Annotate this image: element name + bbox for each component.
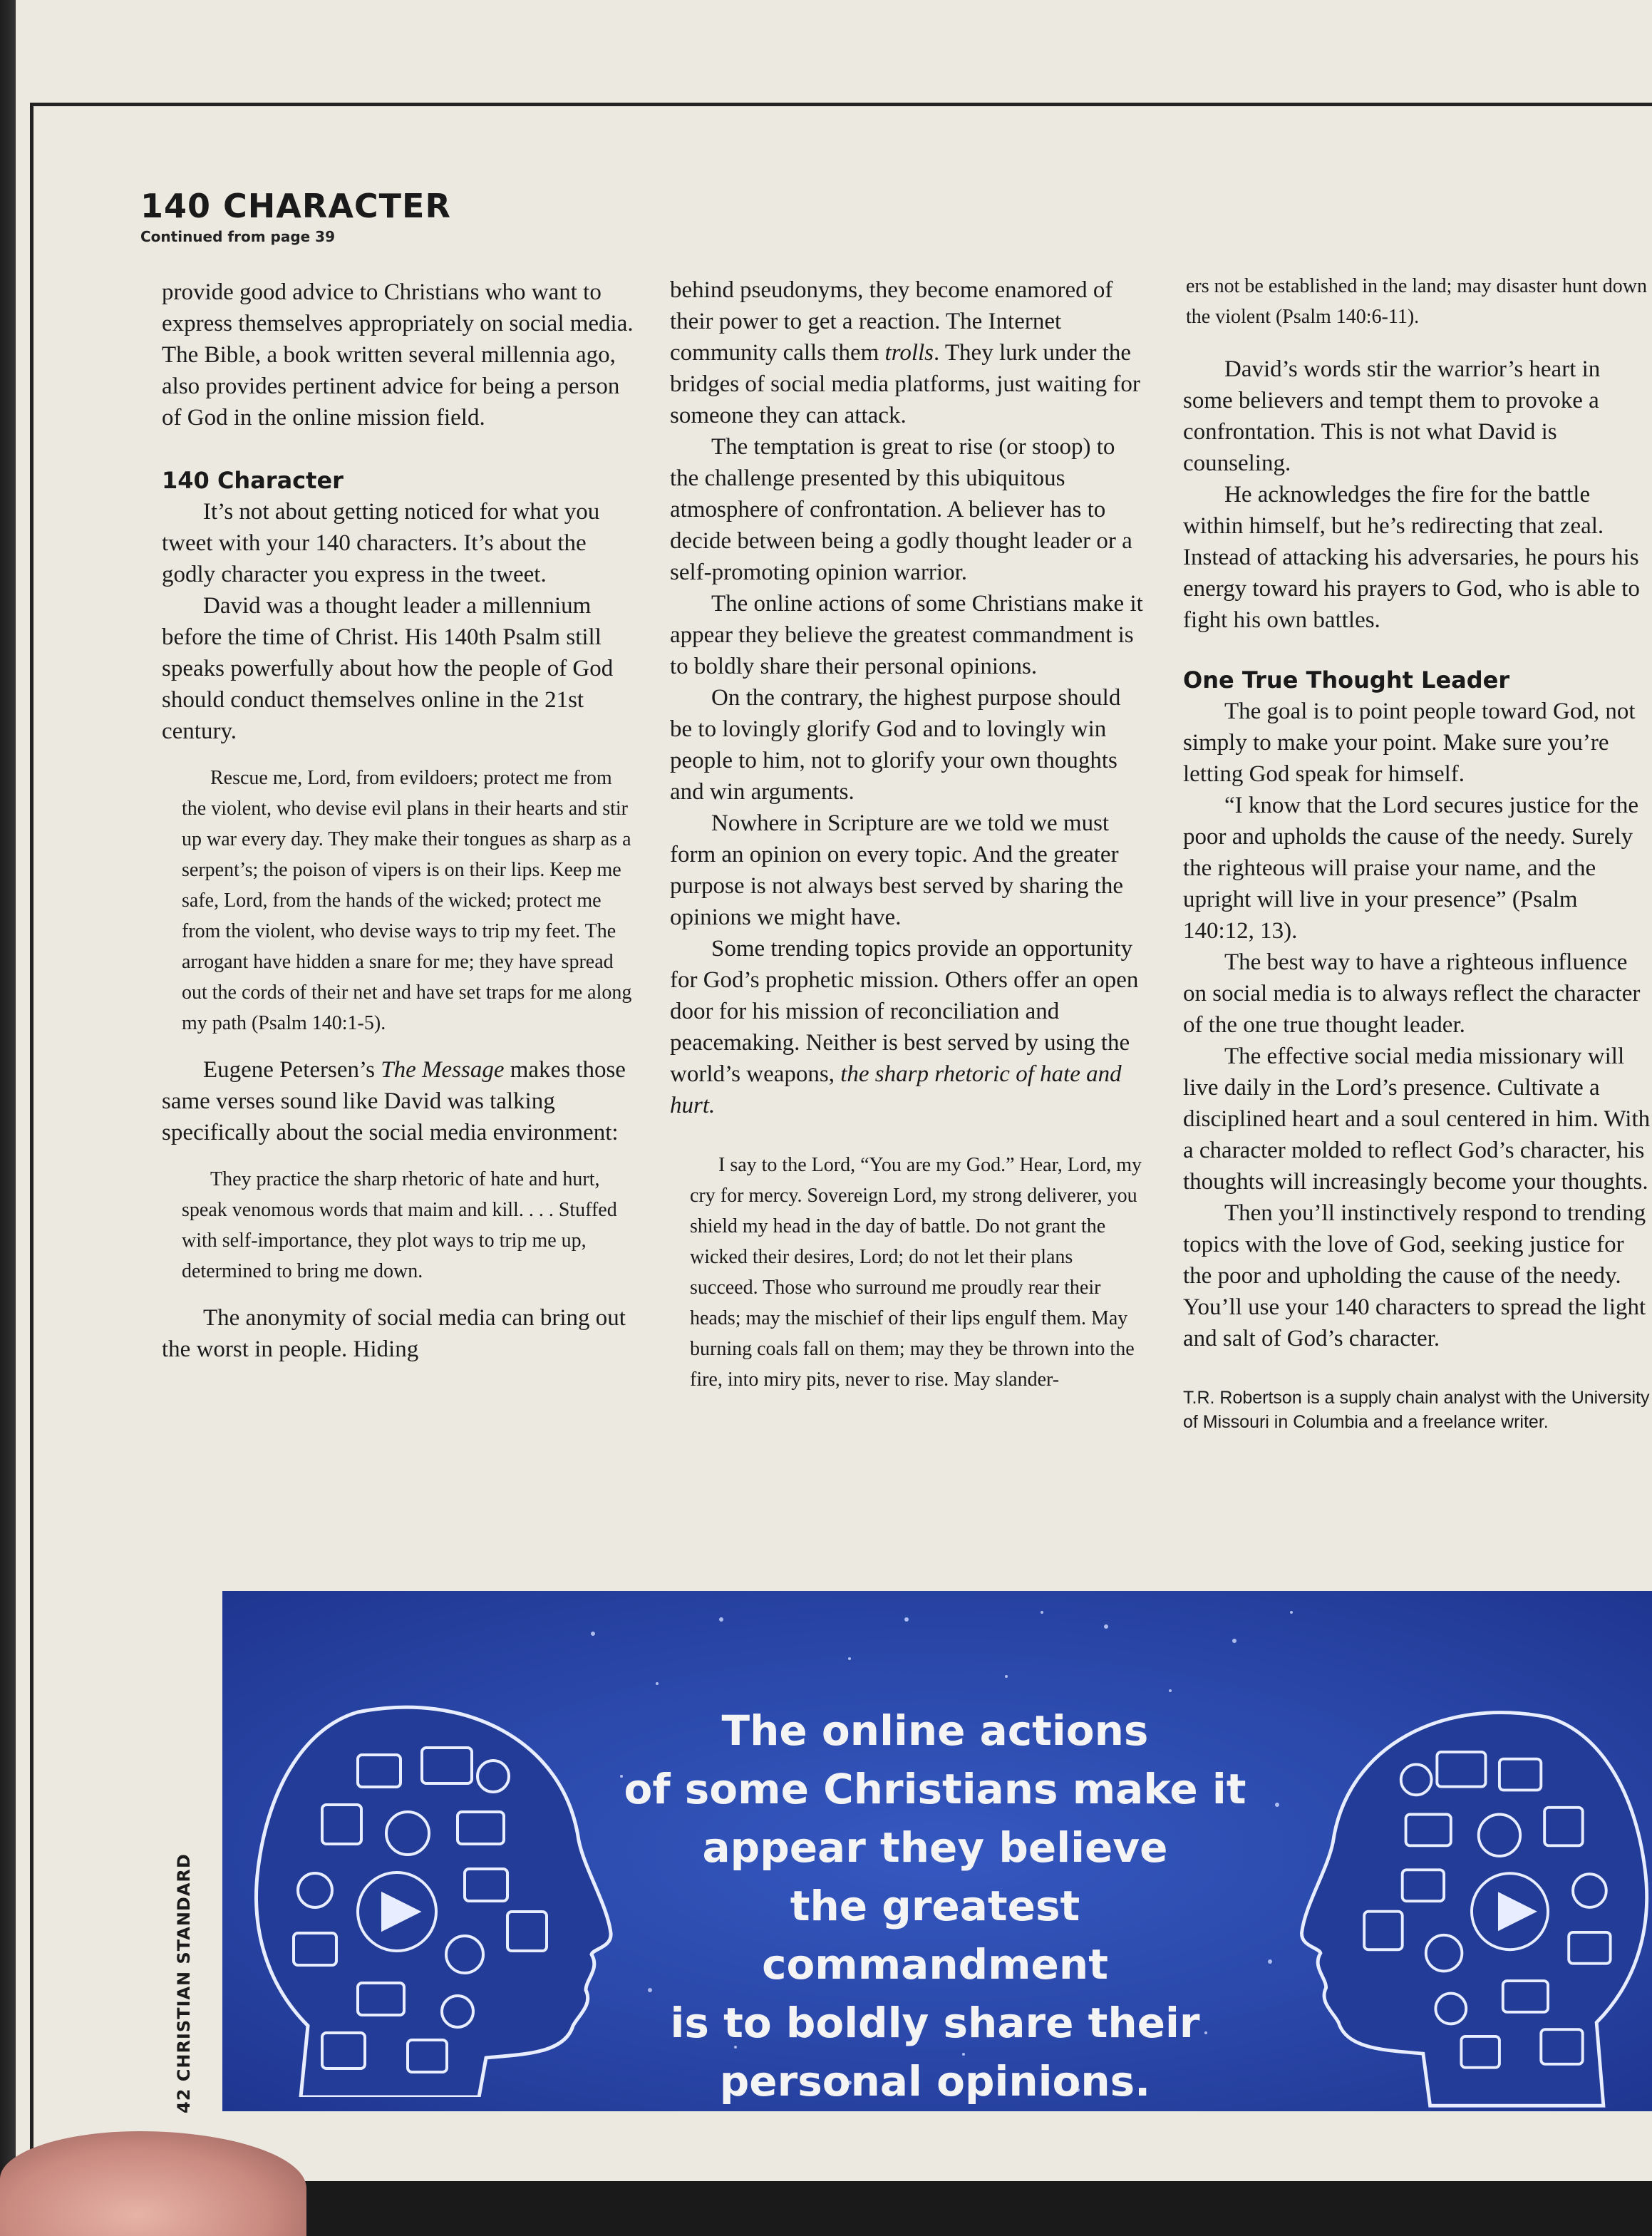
paragraph: The temptation is great to rise (or stoop) to the challenge presented by this ubiquitous atmosphere of confrontation. A believer has to decide between being a godly thought leader or a self-promoting opinion warrior. <box>670 434 1132 585</box>
paragraph: The effective social media missionary will live daily in the Lord’s presence. Cultivate a disciplined heart and a soul centered in him. With a character molded to reflect God’s character, his thoughts will increasingly become your thoughts. <box>1183 1044 1651 1195</box>
paragraph: It’s not about getting noticed for what you tweet with your 140 characters. It’s about the godly character you express in the tweet. <box>162 499 600 587</box>
pull-quote-banner <box>222 1591 1652 2111</box>
paragraph: The goal is to point people toward God, not simply to make your point. Make sure you’re letting God speak for himself. <box>1183 699 1636 787</box>
psalm-quote-block: Rescue me, Lord, from evildoers; protect me from the violent, who devise evil plans in their hearts and stir up war every day. They make their tongues as sharp as a serpent’s; the poison of vipers is on their lips. Keep me safe, Lord, from the hands of the wicked; protect me from the violent, who devise ways to trip my feet. The arrogant have hidden a snare for me; they have spread out the cords of their net and have set traps for me along my path (Psalm 140:1-5). <box>182 767 632 1034</box>
message-quote-block: They practice the sharp rhetoric of hate and hurt, speak venomous words that maim and kill. . . . Stuffed with self-importance, they plot ways to trip me up, determined to bring me down. <box>182 1168 617 1282</box>
paragraph: Nowhere in Scripture are we told we must form an opinion on every topic. And the greater purpose is not always best served by sharing the opinions we might have. <box>670 810 1124 930</box>
paragraph: The online actions of some Christians make it appear they believe the greatest commandment is to boldly share their personal opinions. <box>670 591 1143 679</box>
paragraph: behind pseudonyms, they become enamored of their power to get a reaction. The Internet community calls them trolls. They lurk under the bridges of social media platforms, just waiting for someone they can attack. <box>670 277 1140 428</box>
page-folio: 42 CHRISTIAN STANDARD <box>174 1853 194 2113</box>
section-kicker: 140 CHARACTER <box>140 187 451 225</box>
text-column-1 <box>162 277 636 1365</box>
head-profile-social-icons-icon <box>251 1698 621 2097</box>
paragraph: “I know that the Lord secures justice for the poor and upholds the cause of the needy. Surely the righteous will praise your name, and the upright will live in your presence” (Psalm 140:12, 13). <box>1183 793 1638 944</box>
pull-quote-text: The online actions of some Christians make it appear they believe the greatest commandment is to boldly share their personal opinions. <box>624 1706 1246 2106</box>
paragraph: Then you’ll instinctively respond to trending topics with the love of God, seeking justice for the poor and upholding the cause of the needy. You’ll use your 140 characters to spread the light and salt of God’s character. <box>1183 1200 1646 1351</box>
paragraph: Some trending topics provide an opportunity for God’s prophetic mission. Others offer an open door for his mission of reconciliation and peacemaking. Neither is best served by using the world’s weapons, the sharp rhetoric of hate and hurt. <box>670 936 1139 1118</box>
paragraph: David was a thought leader a millennium before the time of Christ. His 140th Psalm still speaks powerfully about how the people of God should conduct themselves online in the 21st century. <box>162 593 614 744</box>
page-frame-top-rule <box>30 103 1652 106</box>
text-column-2 <box>670 274 1144 1395</box>
paragraph: On the contrary, the highest purpose should be to lovingly glorify God and to lovingly win people to him, not to glorify your own thoughts and win arguments. <box>670 685 1121 805</box>
book-title-the-message: The Message <box>381 1057 505 1083</box>
continued-note: Continued from page 39 <box>140 228 335 245</box>
paragraph: The anonymity of social media can bring out the worst in people. Hiding <box>162 1305 626 1362</box>
subhead-140-character: 140 Character <box>162 467 344 494</box>
psalm-quote-continued: ers not be established in the land; may disaster hunt down the violent (Psalm 140:6-11). <box>1186 275 1647 328</box>
paragraph: David’s words stir the warrior’s heart in some believers and tempt them to provoke a confrontation. This is not what David is counseling. <box>1183 356 1601 476</box>
page-frame-left-rule <box>30 103 33 2181</box>
psalm-quote-block: I say to the Lord, “You are my God.” Hear, Lord, my cry for mercy. Sovereign Lord, my strong deliverer, you shield my head in the day of battle. Do not grant the wicked their desires, Lord; do not let their plans succeed. Those who surround me proudly rear their heads; may the mischief of their lips engulf them. May burning coals fall on them; may they be thrown into the fire, into miry pits, never to rise. May slander- <box>690 1154 1142 1391</box>
paragraph: He acknowledges the fire for the battle within himself, but he’s redirecting that zeal. Instead of attacking his adversaries, he pours his energy toward his prayers to God, who is able to fight his own battles. <box>1183 482 1640 633</box>
paragraph: The best way to have a righteous influence on social media is to always reflect the character of the one true thought leader. <box>1183 949 1641 1038</box>
head-profile-social-icons-icon <box>1291 1698 1652 2111</box>
subhead-one-true-thought-leader: One True Thought Leader <box>1183 666 1510 694</box>
author-byline: T.R. Robertson is a supply chain analyst with the University of Missouri in Columbia and a freelance writer. <box>1183 1388 1650 1432</box>
text-column-3 <box>1183 271 1652 1434</box>
paragraph: Eugene Petersen’s The Message makes those same verses sound like David was talking specifically about the social media environment: <box>162 1057 626 1145</box>
article-header <box>140 187 451 245</box>
paragraph: provide good advice to Christians who want to express themselves appropriately on social media. The Bible, a book written several millennia ago, also provides pertinent advice for being a person of God in the online mission field. <box>162 279 634 431</box>
